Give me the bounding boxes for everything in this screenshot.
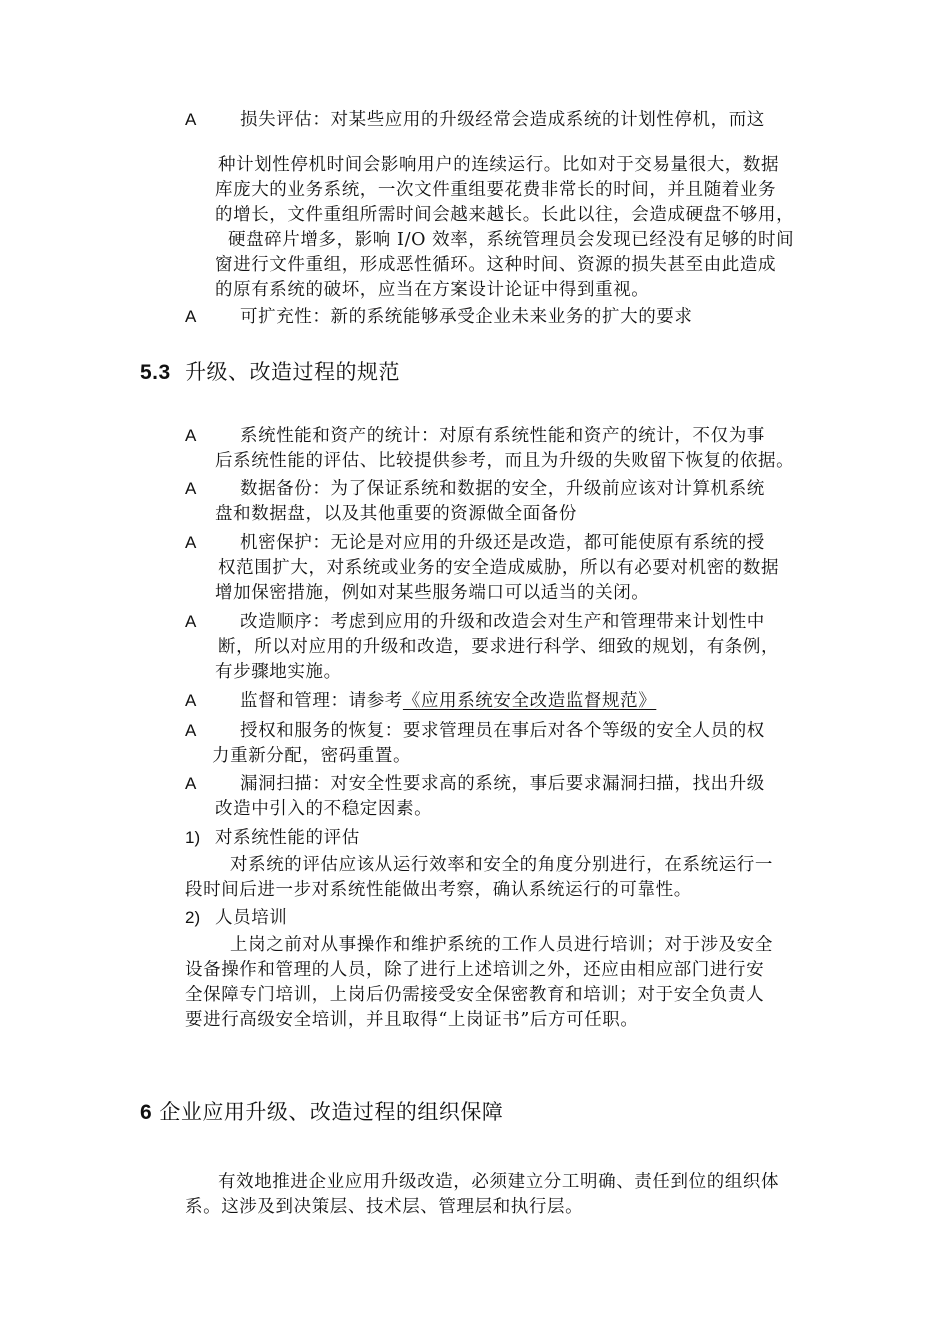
text-line: 权范围扩大，对系统或业务的安全造成威胁，所以有必要对机密的数据 — [218, 558, 780, 578]
text-line: 数据备份：为了保证系统和数据的安全，升级前应该对计算机系统 — [240, 479, 765, 499]
text-line: 可扩充性：新的系统能够承受企业未来业务的扩大的要求 — [240, 307, 693, 327]
bullet-marker: A — [185, 721, 197, 740]
text-line: 损失评估：对某些应用的升级经常会造成系统的计划性停机，而这 — [240, 110, 765, 130]
bullet-marker: A — [185, 426, 197, 445]
reference-link[interactable]: 《应用系统安全改造监督规范》 — [402, 691, 657, 711]
text-line: 设备操作和管理的人员，除了进行上述培训之外，还应由相应部门进行安 — [185, 960, 765, 980]
text-line: 种计划性停机时间会影响用户的连续运行。比如对于交易量很大，数据 — [218, 155, 780, 175]
section-number: 5.3 — [140, 361, 171, 384]
text-line: 改造中引入的不稳定因素。 — [215, 799, 433, 819]
section-number: 6 — [140, 1101, 153, 1124]
subsection-title: 人员培训 — [215, 908, 288, 928]
section-title: 升级、改造过程的规范 — [185, 360, 401, 384]
subsection-title: 对系统性能的评估 — [215, 828, 360, 848]
text-line: 机密保护：无论是对应用的升级还是改造，都可能使原有系统的授 — [240, 533, 765, 553]
bullet-marker: A — [185, 612, 197, 631]
text-line: 对系统的评估应该从运行效率和安全的角度分别进行，在系统运行一 — [230, 855, 773, 875]
text-line: 增加保密措施，例如对某些服务端口可以适当的关闭。 — [215, 583, 650, 603]
text-line: 改造顺序：考虑到应用的升级和改造会对生产和管理带来计划性中 — [240, 612, 765, 632]
text-line: 有效地推进企业应用升级改造，必须建立分工明确、责任到位的组织体 — [218, 1172, 780, 1192]
text-line: 系统性能和资产的统计：对原有系统性能和资产的统计，不仅为事 — [240, 426, 765, 446]
bullet-marker: A — [185, 110, 197, 129]
text-line: 授权和服务的恢复：要求管理员在事后对各个等级的安全人员的权 — [240, 721, 765, 741]
text-line: 后系统性能的评估、比较提供参考，而且为升级的失败留下恢复的依据。 — [215, 451, 795, 471]
bullet-marker: A — [185, 307, 197, 326]
section-title: 企业应用升级、改造过程的组织保障 — [159, 1100, 504, 1124]
bullet-marker: A — [185, 691, 197, 710]
text-line: 的增长，文件重组所需时间会越来越长。长此以往，会造成硬盘不够用， — [215, 205, 795, 225]
text-line: 段时间后进一步对系统性能做出考察，确认系统运行的可靠性。 — [185, 880, 692, 900]
text-line: 上岗之前对从事操作和维护系统的工作人员进行培训；对于涉及安全 — [230, 935, 773, 955]
text-line: 系。这涉及到决策层、技术层、管理层和执行层。 — [185, 1197, 584, 1217]
section-heading-6 — [140, 1098, 503, 1127]
text-line: 力重新分配，密码重置。 — [212, 746, 412, 766]
text-line: 全保障专门培训，上岗后仍需接受安全保密教育和培训；对于安全负责人 — [185, 985, 765, 1005]
bullet-marker: A — [185, 533, 197, 552]
section-heading-5-3 — [140, 358, 400, 387]
subsection-number: 1) — [185, 828, 201, 847]
text-line: 库庞大的业务系统，一次文件重组要花费非常长的时间，并且随着业务 — [215, 180, 777, 200]
text-prefix: 监督和管理：请参考 — [240, 691, 403, 711]
text-line: 盘和数据盘，以及其他重要的资源做全面备份 — [215, 504, 577, 524]
text-line: 硬盘碎片增多，影响 I/O 效率，系统管理员会发现已经没有足够的时间 — [228, 230, 795, 250]
text-line: 窗进行文件重组，形成恶性循环。这种时间、资源的损失甚至由此造成 — [215, 255, 777, 275]
text-line — [240, 689, 656, 713]
bullet-marker: A — [185, 774, 197, 793]
text-line: 断，所以对应用的升级和改造，要求进行科学、细致的规划，有条例， — [218, 637, 780, 657]
text-line: 的原有系统的破坏，应当在方案设计论证中得到重视。 — [215, 280, 650, 300]
text-line: 有步骤地实施。 — [215, 662, 342, 682]
subsection-number: 2) — [185, 908, 201, 927]
bullet-marker: A — [185, 479, 197, 498]
text-line: 漏洞扫描：对安全性要求高的系统，事后要求漏洞扫描，找出升级 — [240, 774, 765, 794]
text-line: 要进行高级安全培训，并且取得“上岗证书”后方可任职。 — [185, 1010, 639, 1030]
